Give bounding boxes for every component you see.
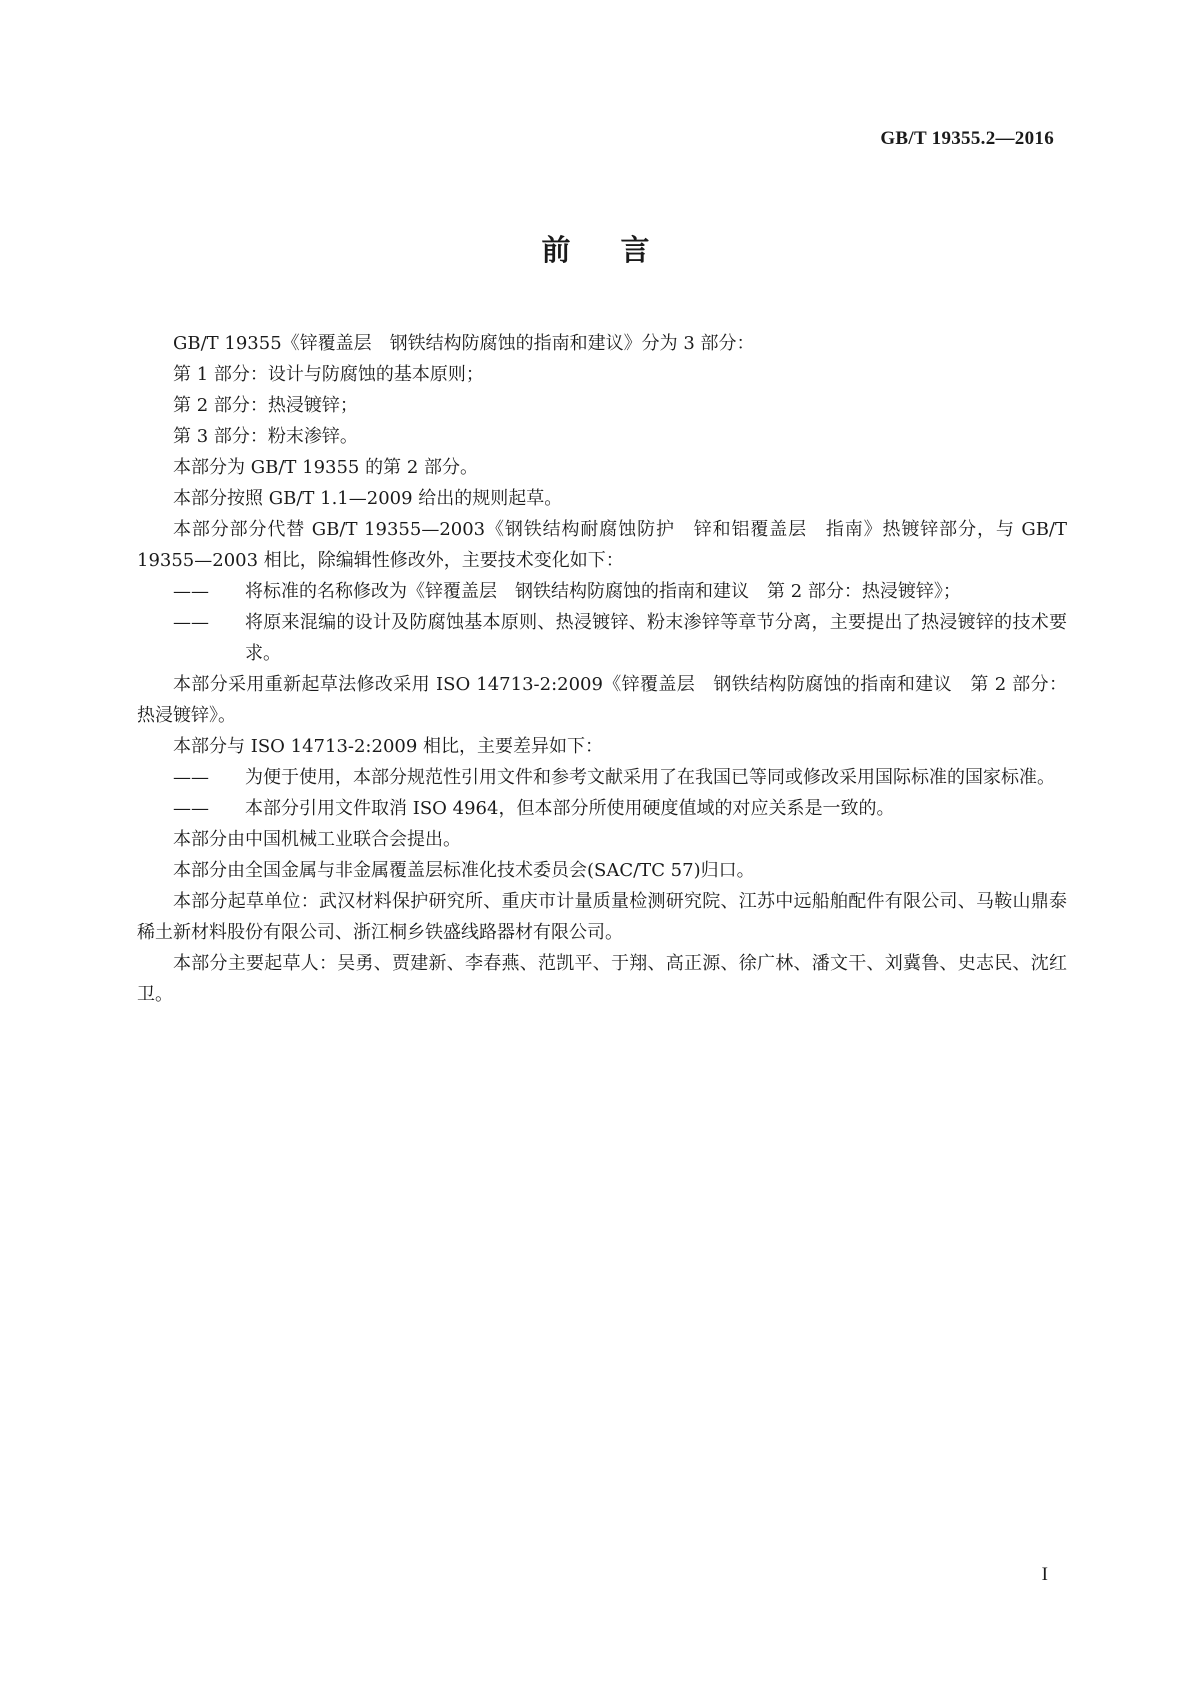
paragraph: 本部分由中国机械工业联合会提出。 [173,829,461,850]
paragraph: 本部分按照 GB/T 1.1—2009 给出的规则起草。 [173,488,563,509]
dash-mark: —— [173,581,209,602]
standard-code: GB/T 19355.2—2016 [880,128,1054,149]
paragraph: GB/T 19355《锌覆盖层 钢铁结构防腐蚀的指南和建议》分为 3 部分： [173,333,755,354]
dash-list-item [137,762,1067,793]
dash-mark: —— [173,767,209,788]
paragraph: 本部分由全国金属与非金属覆盖层标准化技术委员会(SAC/TC 57)归口。 [173,860,755,881]
paragraph: 本部分采用重新起草法修改采用 ISO 14713-2:2009《锌覆盖层 钢铁结构防腐蚀的指南和建议 第 2 部分：热浸镀锌》。 [137,674,1067,726]
dash-list-item [137,576,1067,607]
paragraph: 第 1 部分：设计与防腐蚀的基本原则； [173,364,484,385]
dash-list-item [137,793,1067,824]
dash-item-text: 为便于使用，本部分规范性引用文件和参考文献采用了在我国已等同或修改采用国际标准的国家标准。 [245,767,1055,788]
dash-item-text: 将标准的名称修改为《锌覆盖层 钢铁结构防腐蚀的指南和建议 第 2 部分：热浸镀锌》； [245,581,961,602]
dash-item-text: 本部分引用文件取消 ISO 4964，但本部分所使用硬度值域的对应关系是一致的。 [245,798,895,819]
paragraph: 本部分与 ISO 14713-2:2009 相比，主要差异如下： [173,736,604,757]
dash-mark: —— [173,612,209,633]
page-title: 前言 [541,233,700,267]
paragraph: 本部分部分代替 GB/T 19355—2003《钢铁结构耐腐蚀防护 锌和铝覆盖层 指南》热镀锌部分，与 GB/T 19355—2003 相比，除编辑性修改外，主要技术变化如下： [137,519,1067,571]
page-number: I [1041,1564,1048,1585]
paragraph: 本部分主要起草人：吴勇、贾建新、李春燕、范凯平、于翔、高正源、徐广林、潘文干、刘冀鲁、史志民、沈红卫。 [137,953,1067,1005]
paragraph: 本部分为 GB/T 19355 的第 2 部分。 [173,457,478,478]
dash-list-item [137,607,1067,669]
paragraph: 本部分起草单位：武汉材料保护研究所、重庆市计量质量检测研究院、江苏中远船舶配件有限公司、马鞍山鼎泰稀土新材料股份有限公司、浙江桐乡铁盛线路器材有限公司。 [137,891,1067,943]
dash-item-text: 将原来混编的设计及防腐蚀基本原则、热浸镀锌、粉末渗锌等章节分离，主要提出了热浸镀锌的技术要求。 [245,612,1067,664]
paragraph: 第 2 部分：热浸镀锌； [173,395,358,416]
foreword-body [137,328,1067,1010]
paragraph: 第 3 部分：粉末渗锌。 [173,426,358,447]
dash-mark: —— [173,798,209,819]
